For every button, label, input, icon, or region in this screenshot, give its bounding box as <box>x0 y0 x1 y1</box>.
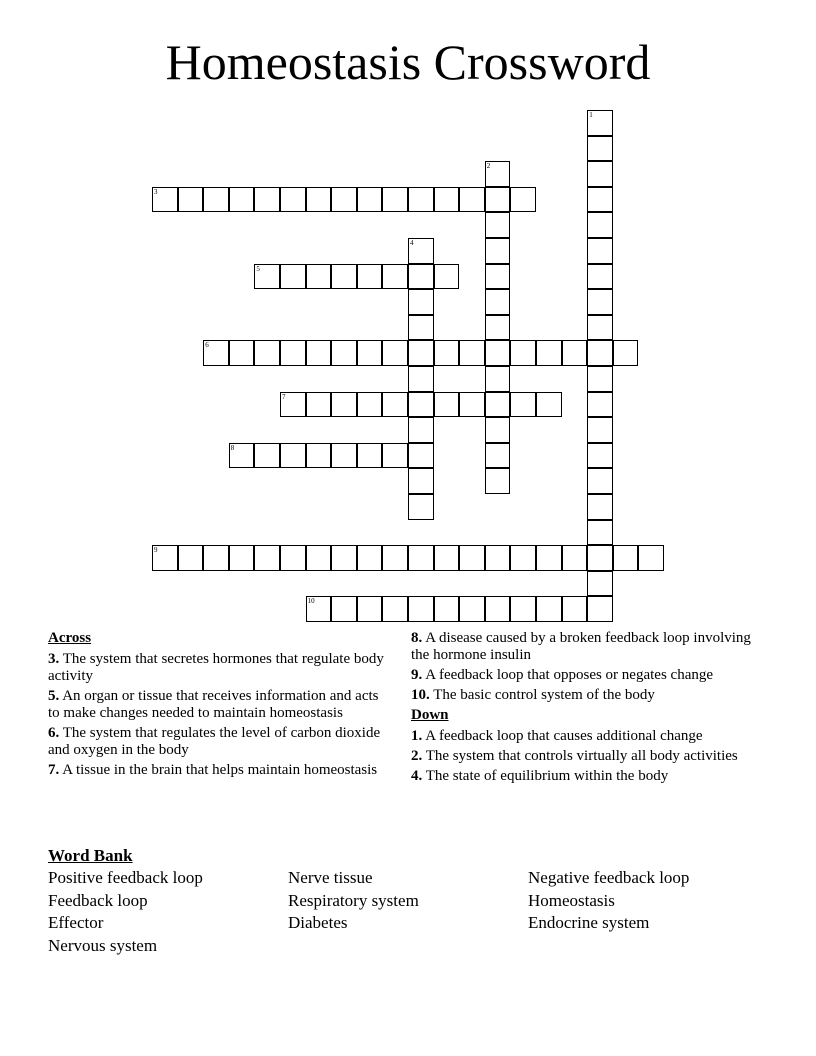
crossword-cell[interactable] <box>536 545 562 571</box>
crossword-cell[interactable] <box>587 340 613 366</box>
crossword-cell[interactable] <box>408 468 434 494</box>
crossword-cell[interactable] <box>587 468 613 494</box>
crossword-cell[interactable] <box>408 596 434 622</box>
crossword-cell[interactable] <box>178 545 204 571</box>
word-bank-item: Positive feedback loop <box>48 868 203 887</box>
word-bank-item: Nervous system <box>48 935 158 955</box>
word-bank-heading: Word Bank <box>48 846 133 865</box>
crossword-cell[interactable] <box>408 340 434 366</box>
crossword-cell[interactable] <box>485 161 511 187</box>
crossword-cell[interactable] <box>613 340 639 366</box>
crossword-cell[interactable] <box>408 366 434 392</box>
cell-number: 7 <box>282 392 286 401</box>
word-bank <box>48 846 768 956</box>
crossword-cell[interactable] <box>587 571 613 597</box>
crossword-cell[interactable] <box>434 264 460 290</box>
cell-number: 3 <box>154 187 158 196</box>
crossword-cell[interactable] <box>280 187 306 213</box>
word-bank-list <box>48 868 768 956</box>
cell-number: 6 <box>205 341 209 350</box>
word-bank-item: Effector <box>48 913 104 932</box>
crossword-cell[interactable] <box>408 417 434 443</box>
crossword-cell[interactable] <box>459 187 485 213</box>
crossword-cell[interactable] <box>485 340 511 366</box>
clues-right-column <box>411 630 761 788</box>
crossword-cell[interactable] <box>562 596 588 622</box>
crossword-cell[interactable] <box>613 545 639 571</box>
crossword-cell[interactable] <box>485 264 511 290</box>
crossword-cell[interactable] <box>306 596 332 622</box>
crossword-cell[interactable] <box>408 392 434 418</box>
crossword-cell[interactable] <box>306 340 332 366</box>
clue-across-7: 7. A tissue in the brain that helps maintain homeostasis <box>48 762 378 778</box>
crossword-cell[interactable] <box>152 545 178 571</box>
word-bank-item: Homeostasis <box>528 890 615 910</box>
down-heading: Down <box>411 707 449 723</box>
crossword-cell[interactable] <box>306 187 332 213</box>
crossword-cell[interactable] <box>331 545 357 571</box>
across-heading: Across <box>48 630 92 646</box>
crossword-cell[interactable] <box>587 596 613 622</box>
cell-number: 1 <box>589 111 593 119</box>
cell-number: 5 <box>256 264 260 273</box>
crossword-cell[interactable] <box>254 545 280 571</box>
crossword-cell[interactable] <box>587 315 613 341</box>
crossword-cell[interactable] <box>280 264 306 290</box>
crossword-cell[interactable] <box>587 366 613 392</box>
crossword-cell[interactable] <box>357 187 383 213</box>
crossword-cell[interactable] <box>357 443 383 469</box>
crossword-cell[interactable] <box>434 340 460 366</box>
crossword-cell[interactable] <box>587 161 613 187</box>
crossword-cell[interactable] <box>485 187 511 213</box>
crossword-cell[interactable] <box>203 545 229 571</box>
crossword-cell[interactable] <box>587 545 613 571</box>
crossword-cell[interactable] <box>485 468 511 494</box>
crossword-cell[interactable] <box>254 443 280 469</box>
crossword-cell[interactable] <box>382 187 408 213</box>
crossword-cell[interactable] <box>408 494 434 520</box>
crossword-cell[interactable] <box>357 545 383 571</box>
crossword-cell[interactable] <box>536 596 562 622</box>
word-bank-item: Diabetes <box>288 913 348 932</box>
crossword-cell[interactable] <box>331 264 357 290</box>
cell-number: 4 <box>410 239 414 247</box>
crossword-cell[interactable] <box>536 392 562 418</box>
crossword-cell[interactable] <box>306 264 332 290</box>
crossword-cell[interactable] <box>510 187 536 213</box>
crossword-cell[interactable] <box>459 545 485 571</box>
crossword-cell[interactable] <box>280 545 306 571</box>
crossword-cell[interactable] <box>331 596 357 622</box>
crossword-cell[interactable] <box>306 392 332 418</box>
crossword-cell[interactable] <box>254 264 280 290</box>
crossword-cell[interactable] <box>485 366 511 392</box>
crossword-cell[interactable] <box>485 212 511 238</box>
crossword-cell[interactable] <box>587 212 613 238</box>
crossword-cell[interactable] <box>485 392 511 418</box>
crossword-cell[interactable] <box>408 238 434 264</box>
crossword-cell[interactable] <box>357 596 383 622</box>
crossword-cell[interactable] <box>280 392 306 418</box>
crossword-cell[interactable] <box>510 596 536 622</box>
crossword-cell[interactable] <box>587 110 613 136</box>
crossword-cell[interactable] <box>331 187 357 213</box>
crossword-cell[interactable] <box>382 264 408 290</box>
crossword-cell[interactable] <box>587 417 613 443</box>
crossword-cell[interactable] <box>229 443 255 469</box>
crossword-cell[interactable] <box>254 340 280 366</box>
word-bank-item: Feedback loop <box>48 890 148 910</box>
cell-number: 2 <box>486 162 491 171</box>
crossword-cell[interactable] <box>357 264 383 290</box>
page-title: Homeostasis Crossword <box>165 34 651 90</box>
crossword-cell[interactable] <box>459 340 485 366</box>
clue-down-2: 2. The system that controls virtually all body activities <box>411 748 738 764</box>
crossword-cell[interactable] <box>229 340 255 366</box>
crossword-cell[interactable] <box>485 289 511 315</box>
clue-across-9: 9. A feedback loop that opposes or negates change <box>411 667 714 683</box>
crossword-cell[interactable] <box>434 187 460 213</box>
cell-number: 10 <box>307 597 315 606</box>
clue-across-10: 10. The basic control system of the body <box>411 687 655 703</box>
crossword-cell[interactable] <box>306 443 332 469</box>
crossword-cell[interactable] <box>331 443 357 469</box>
crossword-cell[interactable] <box>459 392 485 418</box>
word-bank-item: Respiratory system <box>288 890 419 910</box>
crossword-cell[interactable] <box>485 238 511 264</box>
crossword-cell[interactable] <box>382 340 408 366</box>
crossword-cell[interactable] <box>587 443 613 469</box>
crossword-cell[interactable] <box>434 545 460 571</box>
crossword-cell[interactable] <box>357 340 383 366</box>
crossword-cell[interactable] <box>280 340 306 366</box>
crossword-cell[interactable] <box>152 187 178 213</box>
crossword-cell[interactable] <box>408 187 434 213</box>
crossword-cell[interactable] <box>382 545 408 571</box>
crossword-cell[interactable] <box>382 392 408 418</box>
cell-number: 9 <box>154 546 158 555</box>
clue-down-1: 1. A feedback loop that causes additional change <box>411 728 703 744</box>
clue-down-4: 4. The state of equilibrium within the body <box>411 768 669 784</box>
crossword-cell[interactable] <box>587 136 613 162</box>
crossword-cell[interactable] <box>510 392 536 418</box>
crossword-cell[interactable] <box>587 494 613 520</box>
crossword-cell[interactable] <box>587 264 613 290</box>
clue-across-6: 6. The system that regulates the level of carbon dioxide and oxygen in the body <box>48 725 381 758</box>
crossword-cell[interactable] <box>485 417 511 443</box>
crossword-cell[interactable] <box>510 545 536 571</box>
crossword-cell[interactable] <box>510 340 536 366</box>
crossword-cell[interactable] <box>408 315 434 341</box>
crossword-cell[interactable] <box>434 392 460 418</box>
crossword-cell[interactable] <box>485 545 511 571</box>
crossword-cell[interactable] <box>562 545 588 571</box>
clue-across-3: 3. The system that secretes hormones that regulate body activity <box>48 651 384 684</box>
crossword-cell[interactable] <box>306 545 332 571</box>
crossword-cell[interactable] <box>408 264 434 290</box>
clue-across-8: 8. A disease caused by a broken feedback loop involving the hormone insulin <box>411 630 751 663</box>
word-bank-item: Nerve tissue <box>288 868 373 887</box>
crossword-cell[interactable] <box>587 187 613 213</box>
crossword-cell[interactable] <box>408 443 434 469</box>
crossword-cell[interactable] <box>203 187 229 213</box>
crossword-cell[interactable] <box>382 596 408 622</box>
crossword-cell[interactable] <box>331 340 357 366</box>
crossword-cell[interactable] <box>280 443 306 469</box>
crossword-cell[interactable] <box>587 238 613 264</box>
word-bank-item: Negative feedback loop <box>528 868 690 887</box>
crossword-cell[interactable] <box>485 443 511 469</box>
crossword-cell[interactable] <box>562 340 588 366</box>
crossword-cell[interactable] <box>587 520 613 546</box>
crossword-cell[interactable] <box>638 545 664 571</box>
clue-across-5: 5. An organ or tissue that receives information and acts to make changes needed to maintain homeostasis <box>48 688 379 721</box>
crossword-cell[interactable] <box>229 545 255 571</box>
crossword-cell[interactable] <box>357 392 383 418</box>
crossword-cell[interactable] <box>331 392 357 418</box>
crossword-cell[interactable] <box>459 596 485 622</box>
crossword-cell[interactable] <box>229 187 255 213</box>
crossword-cell[interactable] <box>408 289 434 315</box>
crossword-cell[interactable] <box>485 596 511 622</box>
crossword-cell[interactable] <box>408 545 434 571</box>
crossword-cell[interactable] <box>587 289 613 315</box>
crossword-cell[interactable] <box>382 443 408 469</box>
crossword-cell[interactable] <box>536 340 562 366</box>
crossword-cell[interactable] <box>485 315 511 341</box>
crossword-cell[interactable] <box>254 187 280 213</box>
crossword-cell[interactable] <box>434 596 460 622</box>
crossword-cell[interactable] <box>178 187 204 213</box>
crossword-cell[interactable] <box>203 340 229 366</box>
word-bank-item: Endocrine system <box>528 913 650 932</box>
cell-number: 8 <box>230 443 235 452</box>
crossword-cell[interactable] <box>587 392 613 418</box>
clues-left-column <box>48 630 388 782</box>
